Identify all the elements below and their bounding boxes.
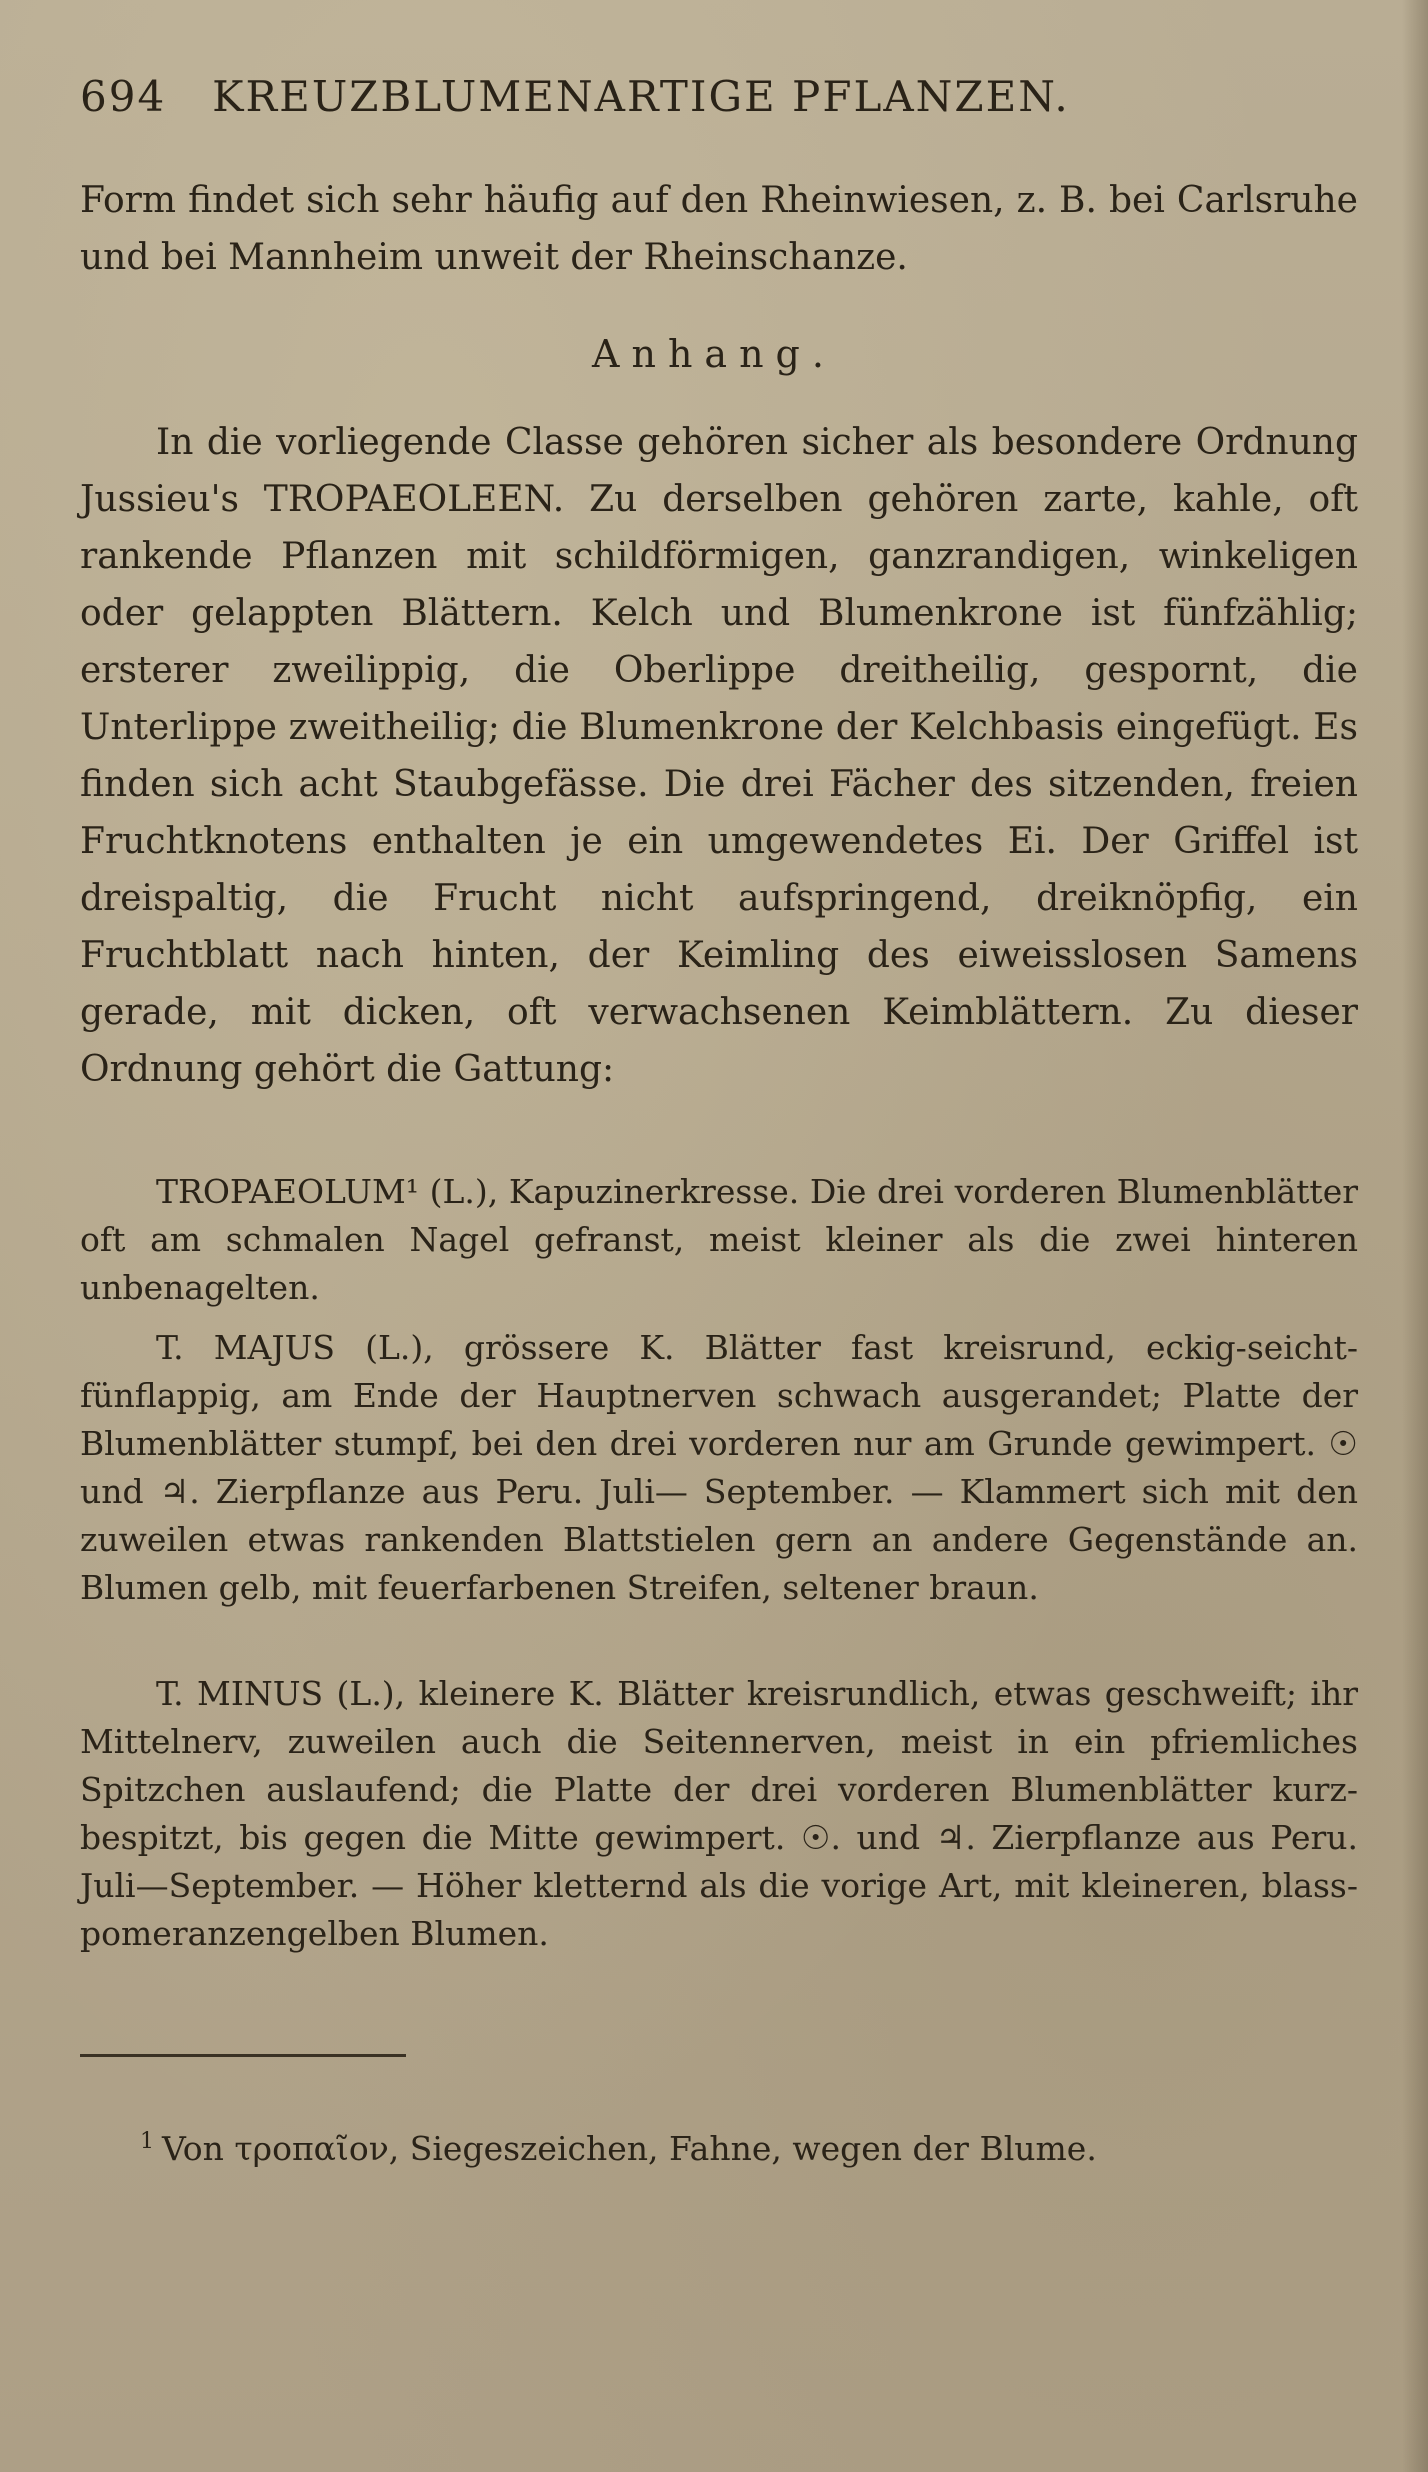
anhang-paragraph: In die vorliegende Classe gehören sicher als besondere Ordnung Jussieu's TROPAEOLEEN. Zu derselben gehören zarte, kahle, oft rankende Pflanzen mit schildförmigen, ganzrandigen, winkeligen oder gelappten Blättern. Kelch und Blumenkrone ist fünfzählig; ersterer zweilippig, die Oberlippe dreitheilig, gespornt, die Unterlippe zweitheilig; die Blumenkrone der Kelchbasis eingefügt. Es finden sich acht Staubgefässe. Die drei Fächer des sitzenden, freien Fruchtknotens enthalten je ein umgewendetes Ei. Der Griffel ist dreispaltig, die Frucht nicht aufspringend, dreiknöpfig, ein Fruchtblatt nach hinten, der Keimling des eiweisslosen Samens gerade, mit dicken, oft verwachsenen Keimblättern. Zu dieser Ordnung gehört die Gattung: [80,422,1358,1090]
section-heading: Anhang. [592,332,836,376]
species-majus-paragraph: T. MAJUS (L.), grössere K. Blätter fast kreisrund, eckig-seicht-fünflappig, am Ende der Hauptnerven schwach ausgerandet; Platte der Blumenblätter stumpf, bei den drei vorderen nur am Grunde gewimpert. ☉ und ♃. Zierpflanze aus Peru. Juli— September. — Klammert sich mit den zuweilen etwas rankenden Blattstielen gern an andere Gegenstände an. Blumen gelb, mit feuerfarbenen Streifen, seltener braun. [80,1328,1358,1607]
genus-paragraph: TROPAEOLUM¹ (L.), Kapuzinerkresse. Die drei vorderen Blumenblätter oft am schmalen Nagel gefranst, meist kleiner als die zwei hinteren unbenagelten. [80,1172,1358,1307]
footnote-marker: 1 [140,2129,154,2154]
intro-paragraph: Form findet sich sehr häufig auf den Rheinwiesen, z. B. bei Carlsruhe und bei Mannheim unweit der Rheinschanze. [80,180,1358,278]
running-header [80,72,1180,121]
species-minus-paragraph: T. MINUS (L.), kleinere K. Blätter kreisrundlich, etwas geschweift; ihr Mittelnerv, zuweilen auch die Seitennerven, meist in ein pfriemliches Spitzchen auslaufend; die Platte der drei vorderen Blumenblätter kurz-bespitzt, bis gegen die Mitte gewimpert. ☉. und ♃. Zierpflanze aus Peru. Juli—September. — Höher kletternd als die vorige Art, mit kleineren, blass-pomeranzengelben Blumen. [80,1674,1358,1953]
footnote-rule [80,2054,406,2057]
footnote-text: Von τροπαῖον, Siegeszeichen, Fahne, wegen der Blume. [162,2129,1097,2168]
running-title: KREUZBLUMENARTIGE PFLANZEN. [212,72,1070,121]
page-number: 694 [80,72,167,121]
footnote [140,2118,1340,2173]
